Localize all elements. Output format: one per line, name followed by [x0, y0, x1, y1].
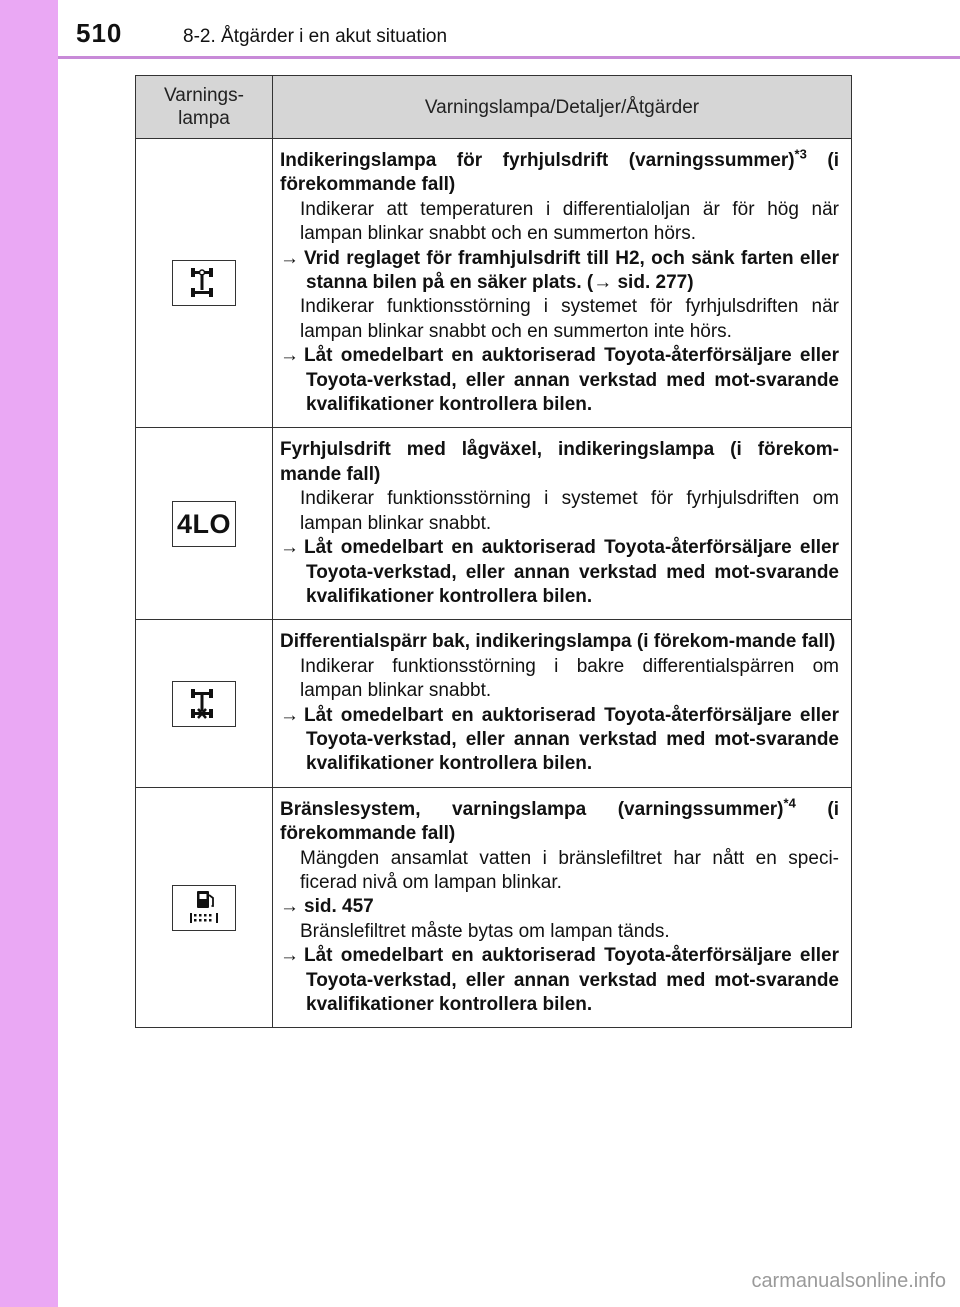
arrow-icon: → — [280, 704, 299, 726]
lamp-title: Fyrhjulsdrift med lågväxel, indikeringslampa (i förekom-mande fall) — [280, 439, 839, 485]
lamp-action: → Låt omedelbart en auktoriserad Toyota-återförsäljare eller Toyota-verkstad, eller annan verkstad med mot-svarande kvalifikationer kontrollera bilen. — [280, 537, 839, 607]
watermark: carmanualsonline.info — [751, 1270, 946, 1292]
details-cell — [273, 428, 852, 620]
details-cell — [273, 139, 852, 428]
lamp-title: Bränslesystem, varningslampa (varningssummer)$^{*4}$ (i förekommande fall) — [280, 795, 839, 845]
arrow-icon: → — [280, 896, 299, 918]
table-row — [136, 139, 852, 428]
lamp-title: Differentialspärr bak, indikeringslampa (i förekom-mande fall) — [280, 631, 836, 653]
4lo-indicator-icon: 4LO — [172, 501, 236, 547]
page-number: 510 — [76, 18, 123, 48]
col-header-lamp: Varnings- lampa — [136, 76, 273, 139]
fuel-filter-warning-icon — [172, 885, 236, 931]
icon-cell — [136, 787, 273, 1028]
lamp-description: Indikerar funktionsstörning i systemet för fyrhjulsdriften när lampan blinkar snabbt och en summerton inte hörs. — [300, 296, 839, 342]
icon-cell — [136, 139, 273, 428]
lamp-action: → Låt omedelbart en auktoriserad Toyota-återförsäljare eller Toyota-verkstad, eller annan verkstad med mot-svarande kvalifikationer kontrollera bilen. — [280, 945, 839, 1015]
lamp-description: Mängden ansamlat vatten i bränslefiltret har nått en speci-ficerad nivå om lampan blinkar. — [300, 847, 839, 893]
icon-cell — [136, 428, 273, 620]
details-cell — [273, 620, 852, 787]
warning-lamp-table — [135, 75, 852, 1028]
lamp-action: → Låt omedelbart en auktoriserad Toyota-återförsäljare eller Toyota-verkstad, eller annan verkstad med mot-svarande kvalifikationer kontrollera bilen. — [280, 345, 839, 416]
page-reference: → sid. 457 — [280, 895, 839, 919]
details-cell — [273, 787, 852, 1028]
lamp-action: → Låt omedelbart en auktoriserad Toyota-återförsäljare eller Toyota-verkstad, eller annan verkstad med mot-svarande kvalifikationer kontrollera bilen. — [280, 704, 839, 775]
section-title: 8-2. Åtgärder i en akut situation — [183, 26, 448, 47]
arrow-icon: → — [280, 537, 299, 559]
arrow-icon: → — [280, 247, 299, 269]
lamp-description: Bränslefiltret måste bytas om lampan tänds. — [300, 920, 670, 942]
arrow-icon: → — [280, 345, 299, 367]
lamp-title: Indikeringslampa för fyrhjulsdrift (varningssummer)$^{*3}$ (i förekommande fall) — [280, 146, 839, 196]
table-row — [136, 787, 852, 1028]
table-row — [136, 620, 852, 787]
lamp-description: Indikerar funktionsstörning i bakre differentialspärren om lampan blinkar snabbt. — [300, 655, 839, 702]
col-header-details: Varningslampa/Detaljer/Åtgärder — [273, 76, 852, 139]
arrow-icon: → — [280, 945, 299, 967]
table-header-row — [136, 76, 852, 139]
header-divider — [58, 56, 960, 59]
lamp-description: Indikerar att temperaturen i differentialoljan är för hög när lampan blinkar snabbt och en summerton hörs. — [300, 198, 839, 245]
4wd-indicator-icon — [172, 260, 236, 306]
lamp-description: Indikerar funktionsstörning i systemet för fyrhjulsdriften om lampan blinkar snabbt. — [300, 488, 839, 534]
side-color-strip — [0, 0, 58, 1307]
lamp-action: → Vrid reglaget för framhjulsdrift till H2, och sänk farten eller stanna bilen på en säker plats. (→ sid. 277) — [280, 247, 839, 294]
icon-cell — [136, 620, 273, 787]
rear-diff-lock-icon — [172, 681, 236, 727]
table-row — [136, 428, 852, 620]
